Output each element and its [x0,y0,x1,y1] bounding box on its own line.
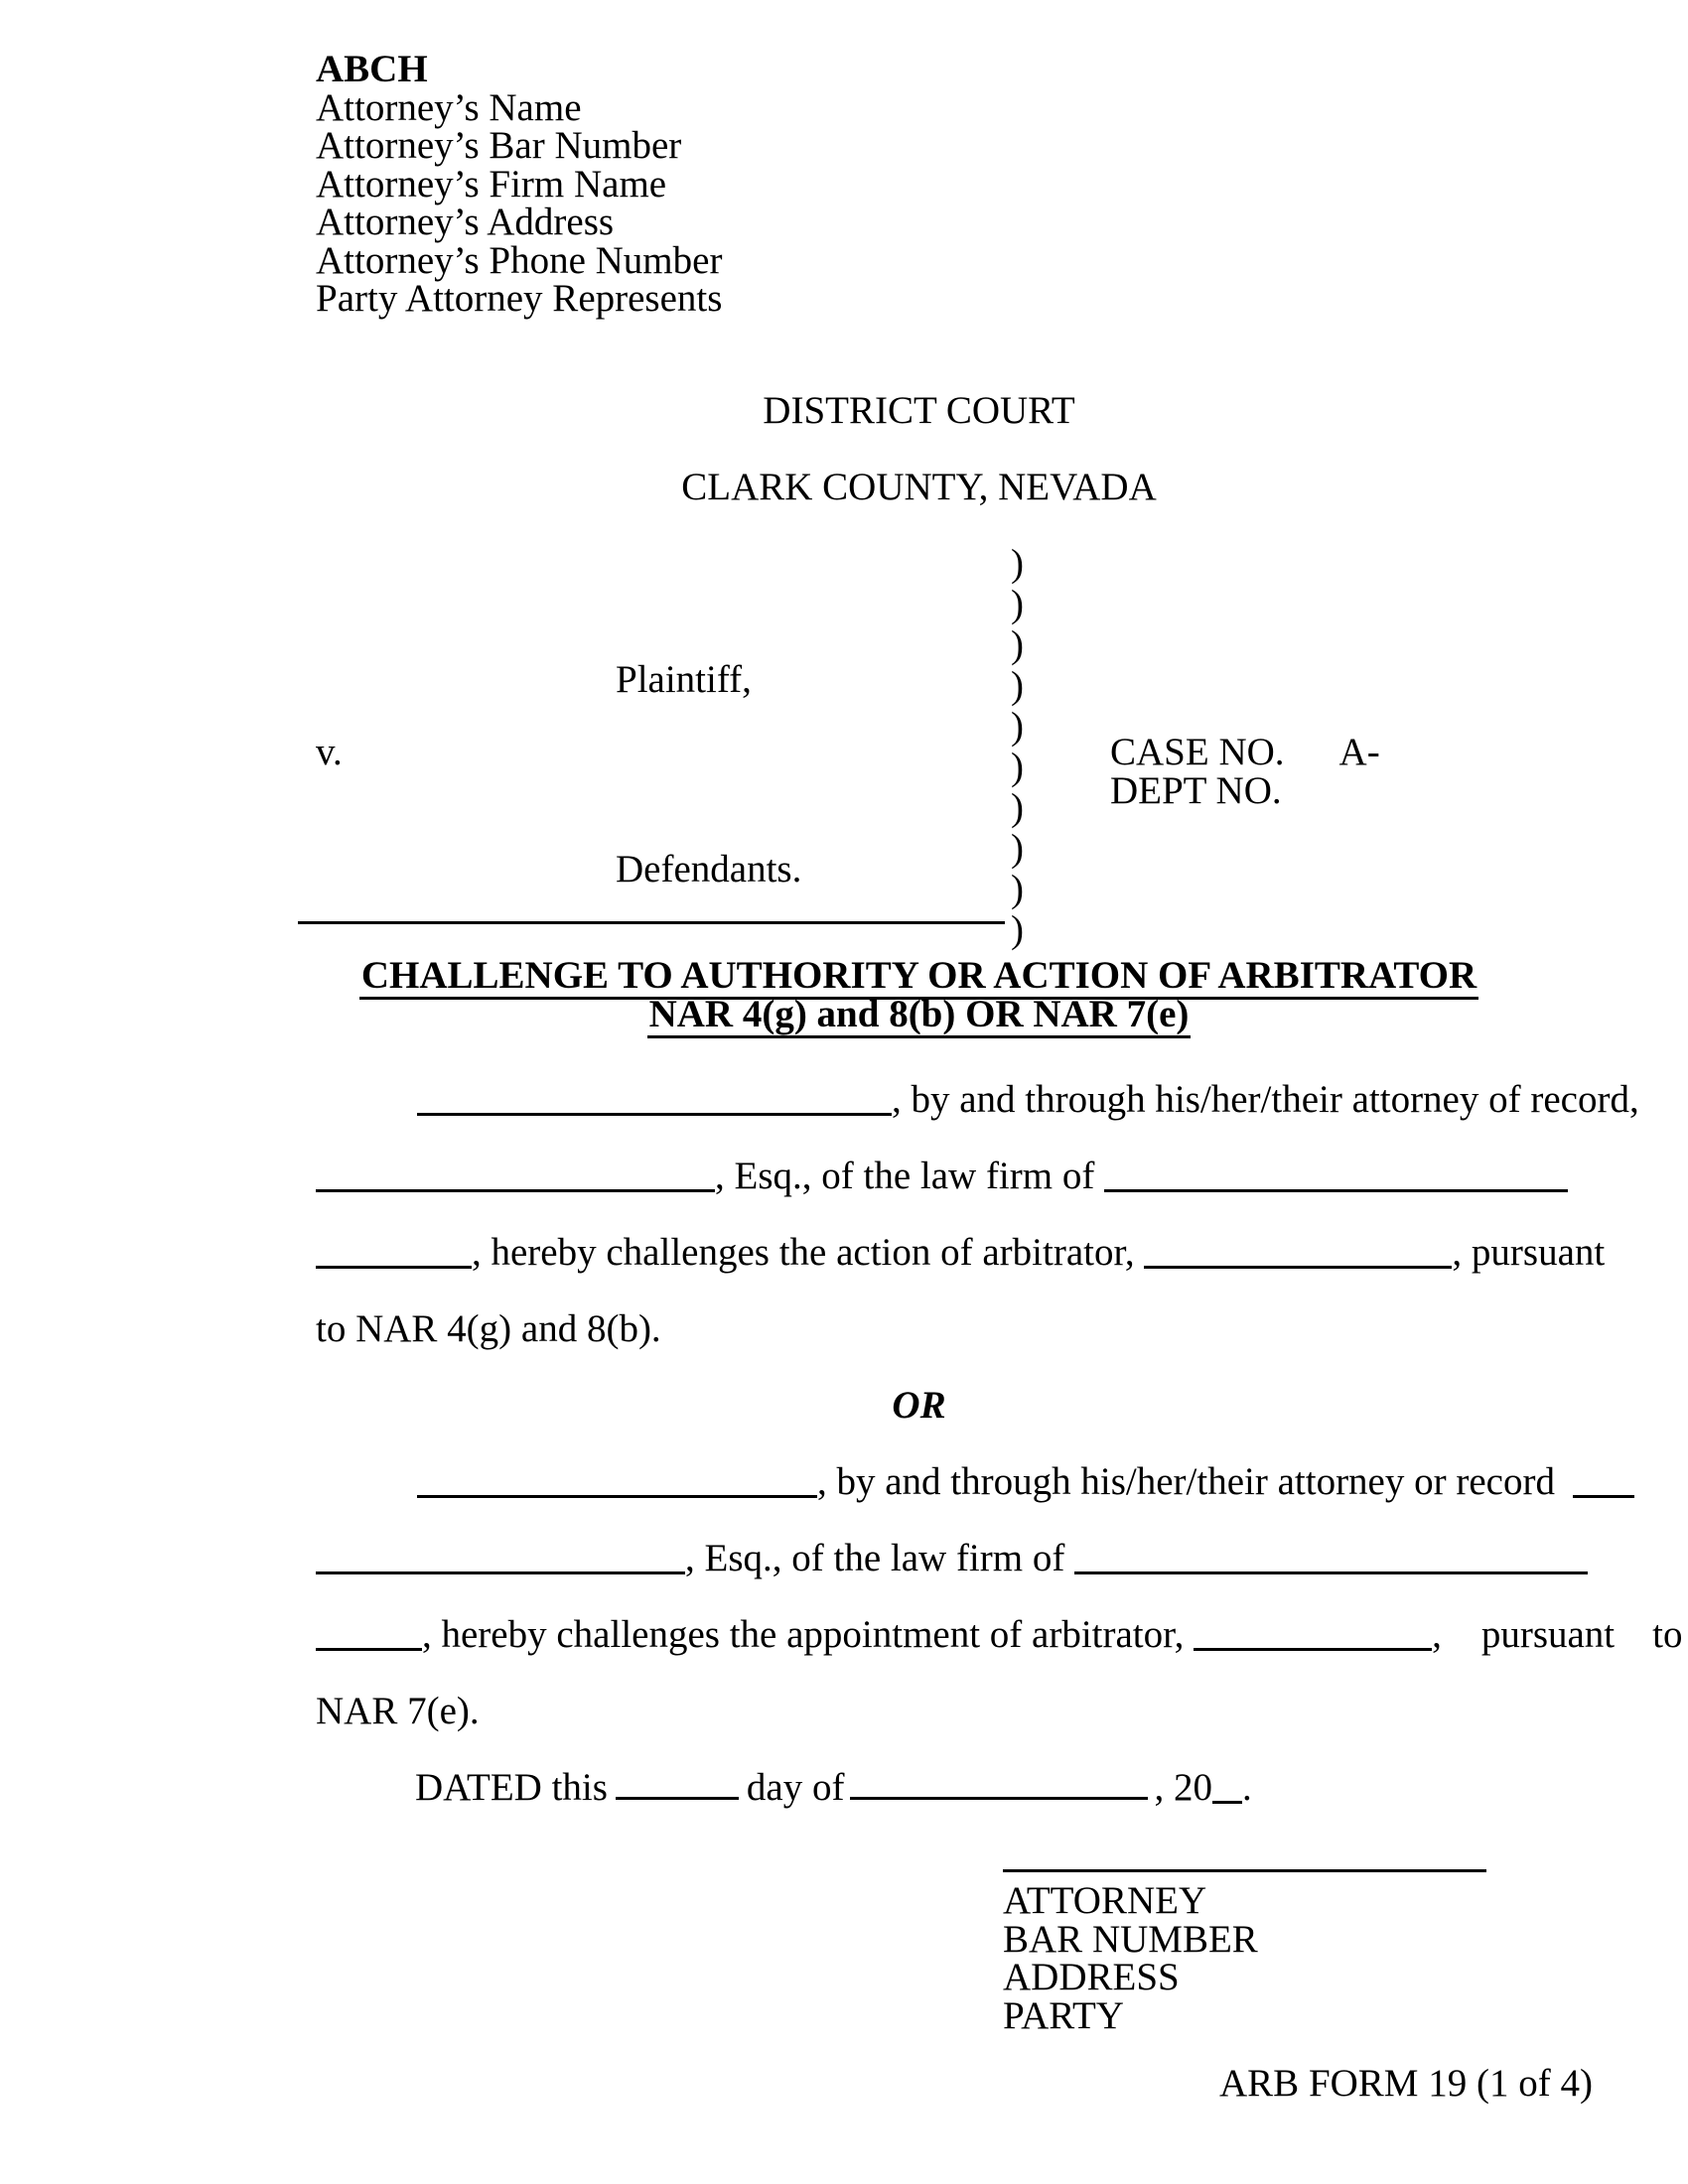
p2-line4: NAR 7(e). [316,1690,480,1732]
p2-line3-text: , hereby challenges the appointment of arbitrator, [422,1613,1195,1656]
document-title-line2-text: NAR 4(g) and 8(b) OR NAR 7(e) [647,995,1192,1038]
caption-paren: ) [1011,827,1024,870]
attorney-header [316,48,723,320]
p2-line1-text: , by and through his/her/their attorney or record [817,1460,1565,1503]
dated-line [316,1768,1252,1807]
p1-line2 [316,1157,1568,1195]
signature-line [1003,1869,1486,1872]
caption-paren: ) [1011,664,1024,707]
blank-attorney-name-2-start [1573,1489,1634,1498]
dated-prefix: DATED this [415,1766,608,1809]
plaintiff-label: Plaintiff, [616,658,752,701]
p1-line1-text: , by and through his/her/their attorney of record, [892,1078,1639,1121]
caption-paren: ) [1011,908,1024,951]
signature-bar-number-label: BAR NUMBER [1003,1917,1258,1961]
court-county: CLARK COUNTY, NEVADA [681,466,1157,508]
caption-paren: ) [1011,542,1024,585]
attorney-phone-line: Attorney’s Phone Number [316,238,723,282]
p1-line3-text: , hereby challenges the action of arbitrator, [472,1231,1145,1274]
blank-month [850,1791,1148,1800]
blank-day [616,1791,739,1800]
p2-line2 [316,1539,1588,1577]
dept-number-label: DEPT NO. [1110,769,1282,812]
p2-line1 [316,1462,1634,1501]
p1-line3-end: , pursuant [1452,1231,1606,1274]
signature-party-label: PARTY [1003,1993,1124,2037]
document-title-line1-text: CHALLENGE TO AUTHORITY OR ACTION OF ARBITRATOR [359,956,1478,1000]
caption-paren: ) [1011,868,1024,910]
defendants-label: Defendants. [616,848,802,890]
versus-label: v. [316,731,343,773]
firm-abbreviation: ABCH [316,48,428,90]
p2-line3 [316,1615,1682,1654]
caption-paren: ) [1011,583,1024,625]
blank-arbitrator-name-2 [1194,1642,1432,1651]
caption-paren: ) [1011,786,1024,829]
caption-paren-column [1011,543,1024,950]
p2-line3-word-to: to [1652,1613,1683,1656]
attorney-firm-name-line: Attorney’s Firm Name [316,162,667,205]
attorney-bar-number-line: Attorney’s Bar Number [316,124,682,167]
blank-party-name-1 [417,1107,892,1116]
party-represented-line: Party Attorney Represents [316,277,723,320]
blank-law-firm-2-cont [316,1642,422,1651]
caption-paren: ) [1011,705,1024,748]
or-separator: OR [892,1384,946,1427]
caption-paren: ) [1011,623,1024,666]
p1-line3 [316,1233,1605,1272]
form-number: ARB FORM 19 (1 of 4) [1219,2062,1593,2105]
p1-line1 [316,1080,1639,1119]
court-name: DISTRICT COURT [763,389,1075,432]
blank-law-firm-2 [1074,1566,1588,1574]
caption-paren: ) [1011,746,1024,788]
signature-address-label: ADDRESS [1003,1956,1180,1998]
p2-line3-word-pursuant: pursuant [1480,1613,1616,1656]
blank-attorney-name-1 [316,1183,715,1192]
p2-line3-comma: , [1432,1613,1442,1656]
attorney-address-line: Attorney’s Address [316,201,615,243]
blank-attorney-name-2 [316,1566,685,1574]
blank-law-firm-1-cont [316,1260,472,1269]
document-title-line2 [316,995,1522,1038]
signature-block [1003,1879,1258,2037]
blank-year [1212,1795,1242,1804]
p1-line4: to NAR 4(g) and 8(b). [316,1307,661,1350]
case-number-label: CASE NO. [1110,731,1285,773]
dated-suffix: , 20 [1154,1766,1212,1809]
blank-law-firm-1 [1104,1183,1568,1192]
p2-line2-text: , Esq., of the law firm of [685,1537,1075,1579]
case-number-line [1110,733,1380,771]
blank-arbitrator-name-1 [1144,1260,1452,1269]
case-number-value: A- [1338,731,1380,773]
dated-middle: day of [746,1766,845,1809]
p1-line2-text: , Esq., of the law firm of [715,1155,1105,1197]
caption-underline [298,921,1005,924]
signature-attorney-label: ATTORNEY [1003,1879,1207,1922]
dated-period: . [1241,1766,1252,1809]
blank-party-name-2 [417,1489,817,1498]
attorney-name-line: Attorney’s Name [316,85,582,129]
